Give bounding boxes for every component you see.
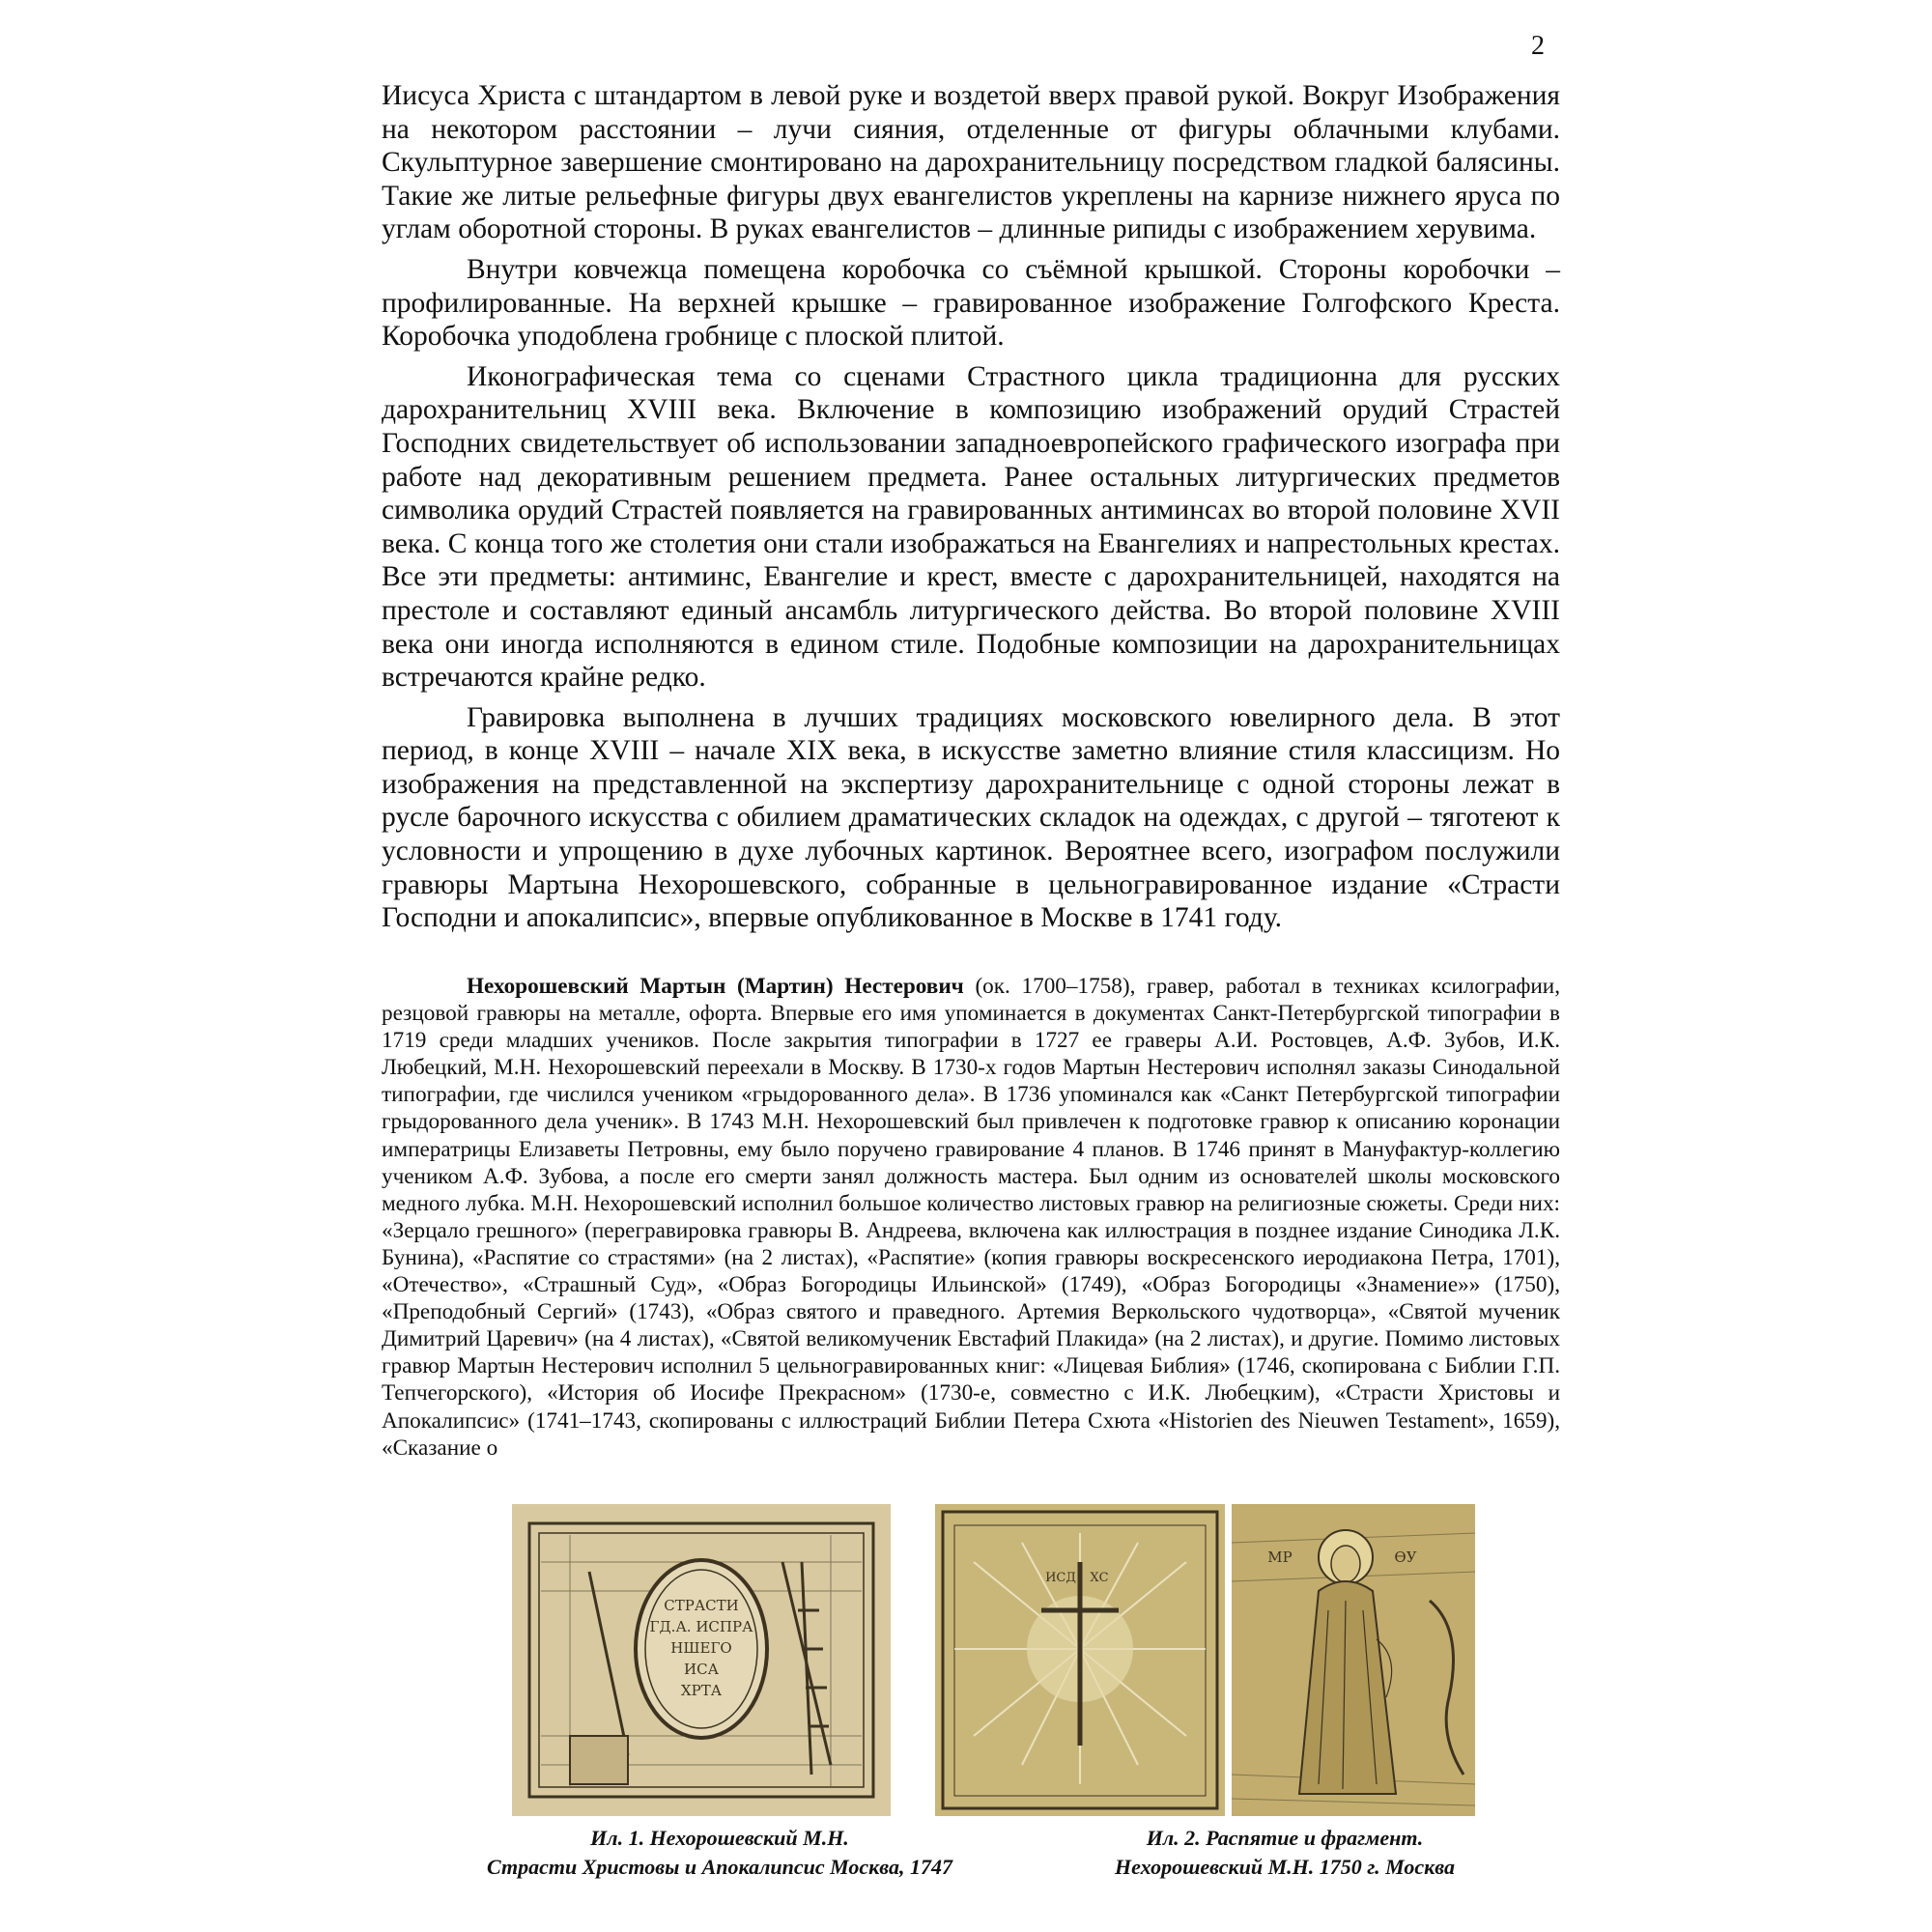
fig1-inscription-line: ГД.А. ИСПРА bbox=[649, 1618, 753, 1635]
figure-2-caption-line: Ил. 2. Распятие и фрагмент. bbox=[1146, 1826, 1424, 1850]
fig1-inscription-line: СТРАСТИ bbox=[664, 1597, 739, 1614]
paragraph: Внутри ковчежца помещена коробочка со съёмной крышкой. Стороны коробочки – профилированные. На верхней крышке – гравированное изображение Голгофского Креста. Коробочка уподоблена гробнице с плоской плитой. bbox=[382, 253, 1560, 353]
engraving-title-page-image bbox=[512, 1504, 891, 1816]
biographical-note bbox=[382, 973, 1560, 1462]
main-text bbox=[382, 79, 1560, 935]
page-number: 2 bbox=[1531, 31, 1545, 61]
paragraph: Гравировка выполнена в лучших традициях московского ювелирного дела. В этот период, в конце XVIII – начале XIX века, в искусстве заметно влияние стиля классицизм. Но изображения на представленной на экспертизу дарохранительнице с одной стороны лежат в русле барочного искусства с обилием драматических складок на одеждах, с другой – тяготеют к условности и упрощению в духе лубочных картинок. Вероятнее всего, изографом послужили гравюры Мартына Нехорошевского, собранные в цельногравированное издание «Страсти Господни и апокалипсис», впервые опубликованное в Москве в 1741 году. bbox=[382, 701, 1560, 934]
paragraph: Иисуса Христа с штандартом в левой руке и воздетой вверх правой рукой. Вокруг Изображения на некотором расстоянии – лучи сияния, отделенные от фигуры облачными клубами. Скульптурное завершение смонтировано на дарохранительницу посредством гладкой балясины. Такие же литые рельефные фигуры двух евангелистов укреплены на карнизе нижнего яруса по углам оборотной стороны. В руках евангелистов – длинные рипиды с изображением херувима. bbox=[382, 80, 1560, 245]
note-text: (ок. 1700–1758), гравер, работал в техниках ксилографии, резцовой гравюры на металле, офорта. Впервые его имя упоминается в документах Санкт-Петербургской типографии в 1719 среди младших учеников. После закрытия типографии в 1727 ее граверы А.И. Ростовцев, А.Ф. Зубов, И.К. Любецкий, М.Н. Нехорошевский переехали в Москву. В 1730-х годов Мартын Нестерович исполнял заказы Синодальной типографии, где числился учеником «грыдорованного дела». В 1736 упоминался как «Санкт Петербургской типографии грыдорованного дела ученик». В 1743 М.Н. Нехорошевский был привлечен к подготовке гравюр к описанию коронации императрицы Елизаветы Петровны, ему было поручено гравирование 4 планов. В 1746 принят в Мануфактур-коллегию учеником А.Ф. Зубова, а после его смерти занял должность мастера. Был одним из основателей школы московского медного лубка. М.Н. Нехорошевский исполнил большое количество листовых гравюр на религиозные сюжеты. Среди них: «Зерцало грешного» (перегравировка гравюры В. Андреева, включена как иллюстрация в позднее издание Синодика Л.К. Бунина), «Распятие со страстями» (на 2 листах), «Распятие» (копия гравюры воскресенского иеродиакона Петра, 1701), «Отечество», «Страшный Суд», «Образ Богородицы Ильинской» (1749), «Образ Богородицы «Знамение»» (1750), «Преподобный Сергий» (1743), «Образ святого и праведного. Артемия Веркольского чудотворца», «Святой мученик Димитрий Царевич» (на 4 листах), «Святой великомученик Евстафий Плакида» (на 2 листах), и другие. Помимо листовых гравюр Мартын Нестерович исполнил 5 цельногравированных книг: «Лицевая Библия» (1746, скопирована с Библии Г.П. Тепчегорского), «История об Иосифе Прекрасном» (1730-е, совместно с И.К. Любецким), «Страсти Христовы и Апокалипсис» (1741–1743, скопированы с иллюстраций Библии Петера Схюта «Historien des Nieuwen Testament», 1659), «Сказание о bbox=[382, 974, 1561, 1461]
figure-2-caption-line: Нехорошевский М.Н. 1750 г. Москва bbox=[1115, 1855, 1455, 1879]
fig2-inscription: ХС bbox=[1090, 1571, 1109, 1585]
figure-2-caption bbox=[1014, 1824, 1555, 1882]
fig2b-inscription: ѲУ bbox=[1394, 1548, 1417, 1566]
fig2-inscription: ИСД bbox=[1045, 1571, 1076, 1585]
engraving-fragment-image bbox=[1232, 1504, 1475, 1816]
figure-1-caption-line: Страсти Христовы и Апокалипсис Москва, 1747 bbox=[487, 1855, 952, 1879]
fig1-inscription-line: ИСА bbox=[684, 1661, 719, 1678]
note-name: Нехорошевский Мартын (Мартин) Нестерович bbox=[467, 974, 964, 999]
paragraph: Иконографическая тема со сценами Страстного цикла традиционна для русских дарохранительниц XVIII века. Включение в композицию изображений орудий Страстей Господних свидетельствует об использовании западноевропейского графического изографа при работе над декоративным решением предмета. Ранее остальных литургических предметов символика орудий Страстей появляется на гравированных антиминсах во второй половине XVII века. С конца того же столетия они стали изображаться на Евангелиях и напрестольных крестах. Все эти предметы: антиминс, Евангелие и крест, вместе с дарохранительницей, находятся на престоле и составляют единый ансамбль литургического действа. Во второй половине XVIII века они иногда исполняются в едином стиле. Подобные композиции на дарохранительницах встречаются крайне редко. bbox=[382, 360, 1560, 694]
figure-1-caption bbox=[440, 1824, 1000, 1882]
figure-1-caption-line: Ил. 1. Нехорошевский М.Н. bbox=[590, 1826, 849, 1850]
fig1-inscription-line: НШЕГО bbox=[670, 1639, 732, 1657]
fig2b-inscription: МР bbox=[1267, 1548, 1293, 1566]
fig1-inscription-line: ХРТА bbox=[680, 1682, 723, 1699]
engraving-crucifixion-image bbox=[935, 1504, 1225, 1816]
